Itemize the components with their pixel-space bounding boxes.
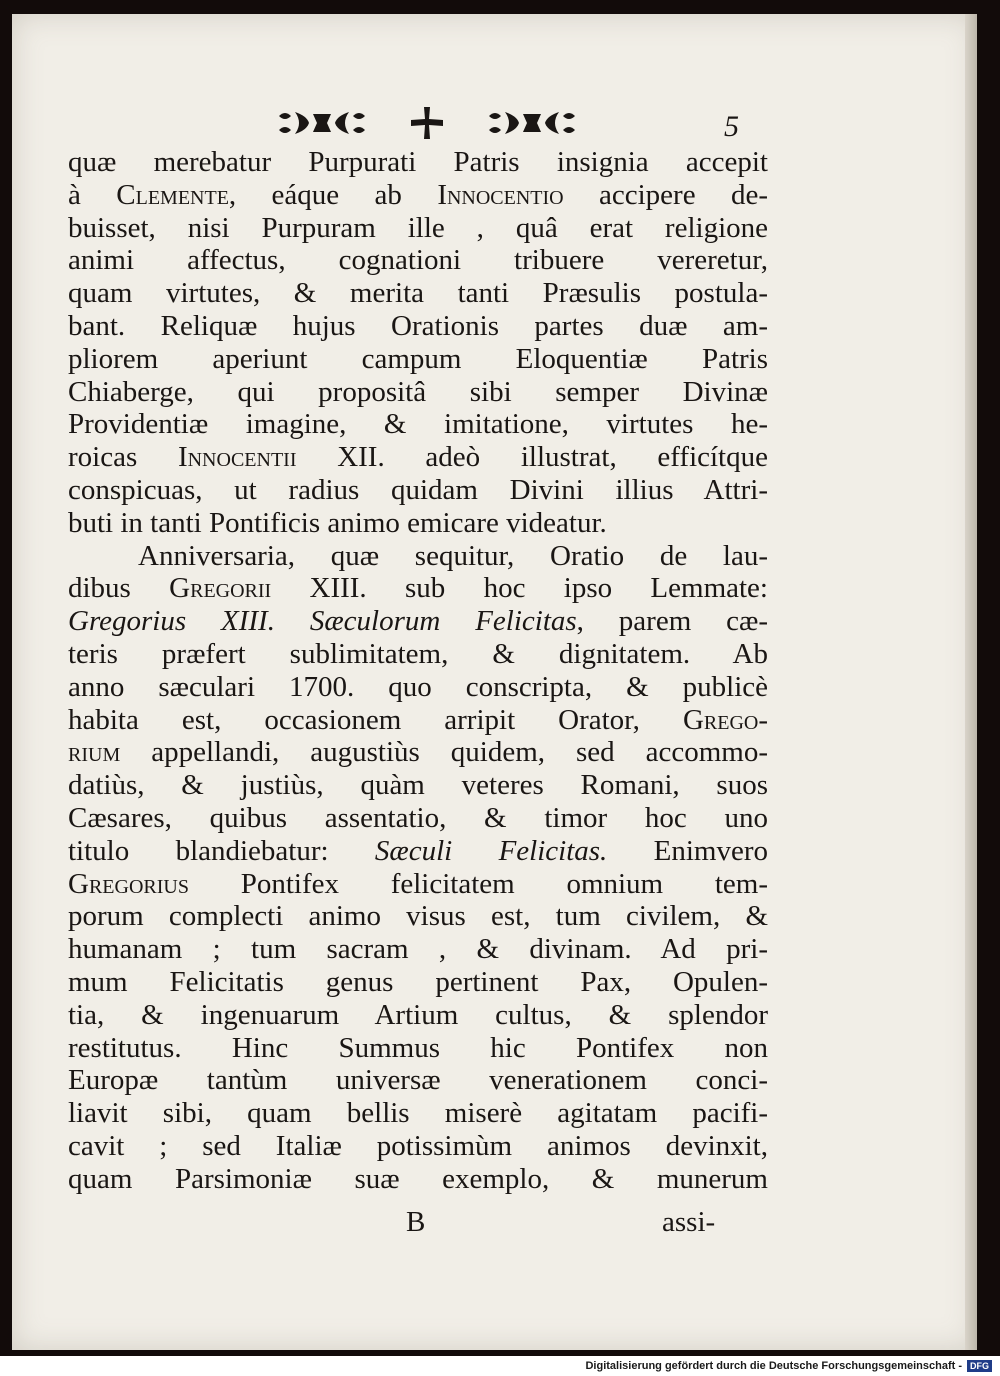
text-line (68, 277, 768, 310)
catchword: assi- (662, 1206, 716, 1238)
text-segment: XIII. sub hoc ipso Lemmate: (271, 572, 768, 605)
funding-credit-text: Digitalisierung gefördert durch die Deutsche Forschungsgemeinschaft - (585, 1360, 962, 1372)
text-line (68, 146, 768, 179)
text-line (68, 1064, 768, 1097)
text-line (68, 408, 768, 441)
text-line (68, 376, 768, 409)
page-footer (68, 1206, 768, 1240)
cross-icon (409, 105, 445, 141)
text-segment: quæ merebatur Purpurati Patris insignia accepit (68, 146, 768, 178)
text-segment: cavit ; sed Italiæ potissimùm animos devinxit, (68, 1129, 768, 1162)
text-segment: anno sæculari 1700. quo conscripta, & publicè (68, 670, 768, 703)
text-line (68, 179, 768, 212)
text-segment: animi affectus, cognationi tribuere vereretur, (68, 244, 768, 277)
text-segment: Innocentii (177, 441, 297, 474)
text-segment: Sæculi Felicitas. (374, 834, 608, 867)
text-line (68, 868, 768, 901)
text-line (68, 933, 768, 966)
text-line (68, 605, 768, 638)
text-segment: buti in tanti Pontificis animo emicare videatur. (68, 506, 607, 539)
text-line (68, 212, 768, 245)
text-line (68, 704, 768, 737)
text-segment: à (68, 178, 117, 211)
text-segment: Chiaberge, qui propositâ sibi semper Divinæ (68, 375, 768, 408)
text-line (68, 671, 768, 704)
text-segment: pliorem aperiunt campum Eloquentiæ Patris (68, 342, 768, 375)
text-segment: XII. adeò illustrat, efficítque (296, 441, 768, 474)
text-segment: restitutus. Hinc Summus hic Pontifex non (68, 1031, 768, 1064)
text-line (68, 1130, 768, 1163)
text-segment: conspicuas, ut radius quidam Divini illius Attri- (68, 473, 768, 506)
page-edge (965, 14, 977, 1350)
text-segment: Cæsares, quibus assentatio, & timor hoc uno (68, 801, 768, 834)
ornament-band-left (277, 108, 367, 138)
text-segment: Innocentio (437, 178, 564, 211)
text-line (68, 835, 768, 868)
text-segment: Providentiæ imagine, & imitatione, virtutes he- (68, 408, 768, 441)
text-segment: titulo blandiebatur: (68, 834, 375, 867)
text-line (68, 638, 768, 671)
text-line (68, 999, 768, 1032)
text-segment: quam virtutes, & merita tanti Præsulis postula- (68, 277, 768, 310)
text-segment: Enimvero (607, 834, 768, 867)
text-segment: Gregorii (169, 572, 272, 605)
text-line (68, 343, 768, 376)
header-ornament (277, 100, 577, 146)
page-number: 5 (724, 110, 739, 143)
text-segment: mum Felicitatis genus pertinent Pax, Opulen- (68, 965, 768, 998)
text-line (68, 1163, 768, 1196)
text-segment: Clemente (116, 178, 229, 211)
text-line (68, 441, 768, 474)
text-line (68, 1097, 768, 1130)
text-segment: appellandi, augustiùs quidem, sed accommo- (120, 736, 768, 769)
ornament-band-right (487, 108, 577, 138)
text-segment: liavit sibi, quam bellis miserè agitatam pacifi- (68, 1097, 768, 1130)
text-line (68, 966, 768, 999)
text-segment: accipere de- (563, 178, 768, 211)
text-line (68, 769, 768, 802)
text-segment: Gregorius (68, 867, 189, 900)
text-segment: Europæ tantùm universæ venerationem conci- (68, 1064, 768, 1097)
text-line (68, 474, 768, 507)
text-segment: porum complecti animo visus est, tum civilem, & (68, 900, 768, 933)
signature-mark: B (406, 1206, 426, 1238)
text-segment: , eáque ab (228, 178, 438, 211)
text-segment: Grego- (682, 703, 768, 736)
text-segment: buisset, nisi Purpuram ille , quâ erat religione (68, 211, 768, 244)
text-line (68, 1032, 768, 1065)
text-line (68, 572, 768, 605)
text-line (68, 540, 768, 573)
body-text (68, 146, 768, 1196)
book-page (12, 14, 977, 1350)
text-segment: bant. Reliquæ hujus Orationis partes duæ am- (68, 309, 768, 342)
text-segment: datiùs, & justiùs, quàm veteres Romani, suos (68, 769, 768, 802)
text-segment: dibus (68, 572, 170, 605)
funding-credit-bar (0, 1356, 1000, 1376)
text-segment: Anniversaria, quæ sequitur, Oratio de lau- (138, 539, 768, 572)
dfg-logo-icon[interactable]: DFG (967, 1360, 992, 1372)
text-segment: quam Parsimoniæ suæ exemplo, & munerum (68, 1162, 768, 1195)
text-line (68, 736, 768, 769)
text-segment: , parem cæ- (576, 605, 768, 638)
text-segment: Gregorius XIII. Sæculorum Felicitas (68, 605, 577, 638)
text-segment: tia, & ingenuarum Artium cultus, & splendor (68, 998, 768, 1031)
text-segment: roicas (68, 441, 178, 474)
text-line (68, 310, 768, 343)
text-segment: habita est, occasionem arripit Orator, (68, 703, 683, 736)
text-line (68, 900, 768, 933)
text-segment: Pontifex felicitatem omnium tem- (188, 867, 768, 900)
text-line (68, 244, 768, 277)
text-segment: humanam ; tum sacram , & divinam. Ad pri- (68, 933, 768, 966)
text-line (68, 802, 768, 835)
text-segment: rium (68, 736, 121, 769)
text-segment: teris præfert sublimitatem, & dignitatem. Ab (68, 637, 768, 670)
text-line (68, 507, 768, 540)
